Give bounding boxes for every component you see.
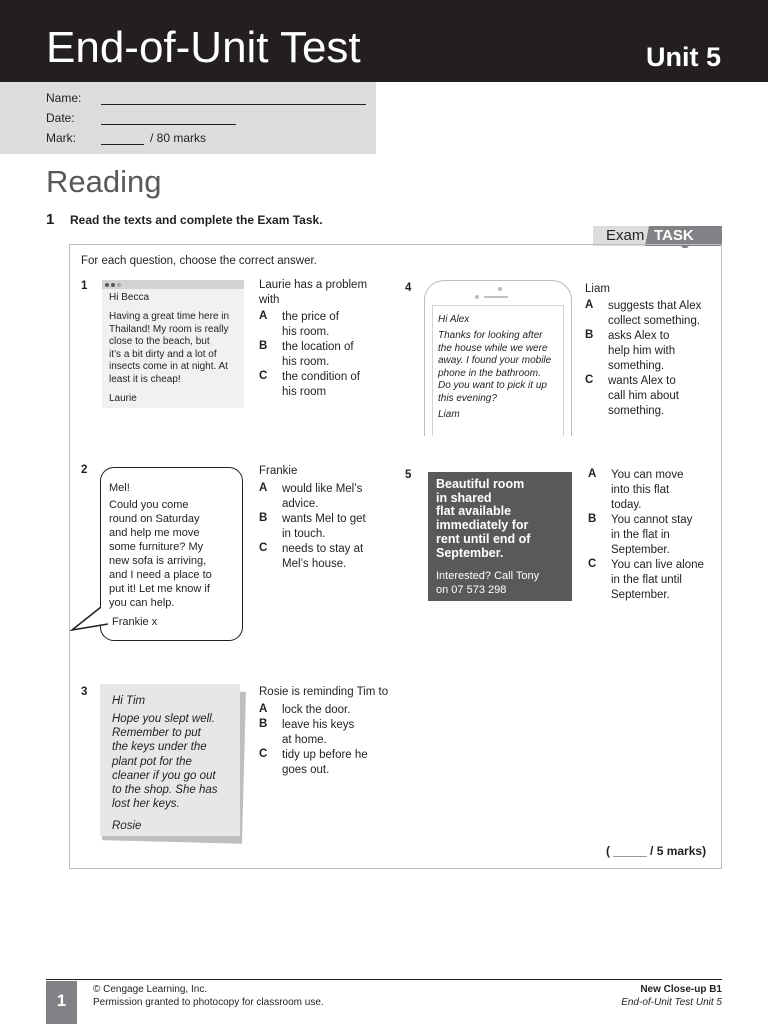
q1-option-a[interactable]: his room.: [282, 326, 330, 338]
q1-option-c-letter[interactable]: C: [259, 370, 268, 382]
question-number-3: 3: [81, 686, 88, 698]
q4-text-signature: Liam: [438, 409, 460, 420]
exercise-instruction: Read the texts and complete the Exam Task.: [70, 213, 323, 227]
q3-text-line: lost her keys.: [112, 798, 180, 811]
q5-option-c[interactable]: September.: [611, 589, 670, 601]
q3-option-c[interactable]: tidy up before he: [282, 749, 368, 761]
mark-label: Mark:: [46, 131, 76, 145]
footer-test-title: End-of-Unit Test Unit 5: [621, 997, 722, 1008]
q2-option-b[interactable]: in touch.: [282, 528, 326, 540]
q4-option-c[interactable]: wants Alex to: [608, 375, 676, 387]
q1-stem: with: [259, 294, 280, 306]
q2-text-line: and I need a place to: [109, 569, 212, 581]
message-window-bar: [102, 280, 244, 289]
question-number-5: 5: [405, 469, 412, 481]
q1-text-line: least it is cheap!: [109, 373, 181, 385]
q3-text-signature: Rosie: [112, 820, 142, 832]
q2-text-greeting: Mel!: [109, 482, 130, 494]
q5-advert-contact: on 07 573 298: [436, 584, 507, 596]
q2-option-c-letter[interactable]: C: [259, 542, 268, 554]
phone-sensor-icon: [475, 295, 479, 299]
q1-text-signature: Laurie: [109, 393, 137, 404]
q5-option-a[interactable]: today.: [611, 499, 642, 511]
q5-option-a[interactable]: into this flat: [611, 484, 670, 496]
q5-option-b-letter[interactable]: B: [588, 513, 597, 525]
q1-text-line: Thailand! My room is really: [109, 323, 229, 335]
q1-option-b-letter[interactable]: B: [259, 340, 268, 352]
q3-stem: Rosie is reminding Tim to: [259, 686, 389, 698]
q3-text-line: cleaner if you go out: [112, 769, 216, 782]
q4-option-b[interactable]: something.: [608, 360, 665, 372]
footer-permission: Permission granted to photocopy for classroom use.: [93, 997, 324, 1008]
q4-text-line: Thanks for looking after: [438, 330, 543, 341]
q1-option-c[interactable]: his room: [282, 386, 327, 398]
exam-task-tag-task: TASK: [654, 227, 694, 244]
q3-option-c-letter[interactable]: C: [259, 748, 268, 760]
q5-option-a[interactable]: You can move: [611, 469, 684, 481]
q4-option-a[interactable]: suggests that Alex: [608, 300, 702, 312]
q2-text-line: you can help.: [109, 597, 175, 609]
q4-option-b[interactable]: asks Alex to: [608, 330, 670, 342]
unit-label: Unit 5: [645, 42, 721, 72]
q3-text-line: the keys under the: [112, 741, 207, 754]
q4-option-b[interactable]: help him with: [608, 345, 676, 357]
q4-option-b-letter[interactable]: B: [585, 329, 594, 341]
name-field[interactable]: [101, 104, 366, 105]
date-field[interactable]: [101, 124, 236, 125]
q1-option-b[interactable]: the location of: [282, 341, 354, 353]
q3-text-line: plant pot for the: [112, 755, 192, 768]
q1-option-a[interactable]: the price of: [282, 311, 339, 323]
q3-option-c[interactable]: goes out.: [282, 764, 330, 776]
q2-option-a-letter[interactable]: A: [259, 482, 268, 494]
q5-advert-heading: immediately for: [436, 518, 529, 533]
q1-text-greeting: Hi Becca: [109, 292, 150, 303]
q5-option-c-letter[interactable]: C: [588, 558, 597, 570]
phone-camera-icon: [498, 287, 502, 291]
q3-text-line: Remember to put: [112, 727, 201, 740]
speech-bubble-tail-icon: [70, 606, 110, 636]
q4-text-line: the house while we were: [438, 342, 548, 354]
q5-advert-heading: rent until end of: [436, 531, 531, 546]
q5-option-b[interactable]: in the flat in: [611, 529, 670, 541]
q3-text-line: to the shop. She has: [112, 784, 218, 796]
page-number: 1: [56, 991, 67, 1010]
task-score: ( _____ / 5 marks): [606, 844, 707, 858]
q4-text-line: this evening?: [438, 392, 497, 404]
q4-text-line: Do you want to pick it up: [438, 380, 547, 391]
q2-text-line: new sofa is arriving,: [109, 555, 207, 567]
q2-text-line: and help me move: [109, 527, 200, 539]
test-title: End-of-Unit Test: [46, 23, 361, 72]
q1-text-line: close to the beach, but: [109, 336, 210, 347]
q3-option-a[interactable]: lock the door.: [282, 704, 351, 716]
q5-advert-heading: in shared: [436, 490, 492, 505]
exam-task-tag-exam: Exam: [606, 227, 645, 244]
task-instruction: For each question, choose the correct answer.: [81, 255, 317, 267]
q5-advert-contact: Interested? Call Tony: [436, 570, 540, 582]
name-label: Name:: [46, 91, 82, 105]
q4-option-a[interactable]: collect something.: [608, 315, 701, 327]
marks-total: / 80 marks: [150, 131, 207, 145]
window-dot-icon: [105, 283, 109, 287]
q5-option-a-letter[interactable]: A: [588, 468, 597, 480]
q5-advert-heading: September.: [436, 545, 504, 560]
q3-option-a-letter[interactable]: A: [259, 703, 268, 715]
q2-text-signature: Frankie x: [112, 616, 158, 628]
q2-option-c[interactable]: needs to stay at: [282, 543, 364, 555]
q5-advert-heading: flat available: [436, 504, 512, 519]
q3-option-b-letter[interactable]: B: [259, 718, 268, 730]
q5-option-b[interactable]: You cannot stay: [611, 514, 693, 526]
question-number-2: 2: [81, 464, 88, 476]
question-number-4: 4: [405, 282, 412, 294]
q4-stem: Liam: [585, 283, 610, 295]
phone-speaker-icon: [484, 296, 508, 298]
q4-option-a-letter[interactable]: A: [585, 299, 594, 311]
q4-option-c[interactable]: something.: [608, 405, 665, 417]
q2-option-b[interactable]: wants Mel to get: [282, 513, 366, 525]
q3-option-b[interactable]: leave his keys: [282, 719, 355, 731]
q4-text-greeting: Hi Alex: [438, 314, 470, 325]
q4-text-line: away. I found your mobile: [438, 355, 552, 366]
q2-stem: Frankie: [259, 465, 298, 477]
footer-divider: [46, 979, 722, 980]
q1-option-a-letter[interactable]: A: [259, 310, 268, 322]
q5-option-b[interactable]: September.: [611, 544, 670, 556]
q1-text-line: it’s a bit dirty and a lot of: [109, 348, 217, 360]
q4-option-c-letter[interactable]: C: [585, 374, 594, 386]
q1-stem: Laurie has a problem: [259, 279, 368, 291]
q5-option-c[interactable]: in the flat until: [611, 574, 682, 586]
q4-text-line: phone in the bathroom.: [438, 367, 541, 379]
q4-option-c[interactable]: call him about: [608, 390, 679, 402]
q3-option-b[interactable]: at home.: [282, 734, 327, 746]
section-title: Reading: [46, 164, 162, 199]
q5-option-c[interactable]: You can live alone: [611, 559, 704, 571]
q1-option-c[interactable]: the condition of: [282, 371, 361, 383]
q2-option-a[interactable]: advice.: [282, 498, 319, 510]
q1-option-b[interactable]: his room.: [282, 356, 330, 368]
date-label: Date:: [46, 111, 75, 125]
mark-field[interactable]: [101, 144, 144, 145]
q2-text-line: some furniture? My: [109, 541, 204, 553]
footer-book-title: New Close-up B1: [640, 984, 722, 995]
q1-text-line: insects come in at night. At: [109, 361, 228, 372]
window-dot-icon: [117, 283, 121, 287]
q1-text-line: Having a great time here in: [109, 311, 230, 322]
q2-text-line: round on Saturday: [109, 513, 200, 525]
q2-text-line: Could you come: [109, 499, 189, 511]
exercise-number: 1: [46, 211, 55, 228]
q2-option-a[interactable]: would like Mel’s: [282, 483, 363, 495]
question-number-1: 1: [81, 280, 88, 292]
q2-option-b-letter[interactable]: B: [259, 512, 268, 524]
q3-text-greeting: Hi Tim: [112, 695, 146, 707]
q3-text-line: Hope you slept well.: [112, 713, 215, 725]
window-dot-icon: [111, 283, 115, 287]
q2-text-line: put it! Let me know if: [109, 583, 210, 595]
q2-option-c[interactable]: Mel’s house.: [282, 558, 347, 570]
footer-copyright: © Cengage Learning, Inc.: [93, 984, 208, 995]
q5-advert-heading: Beautiful room: [436, 477, 525, 491]
